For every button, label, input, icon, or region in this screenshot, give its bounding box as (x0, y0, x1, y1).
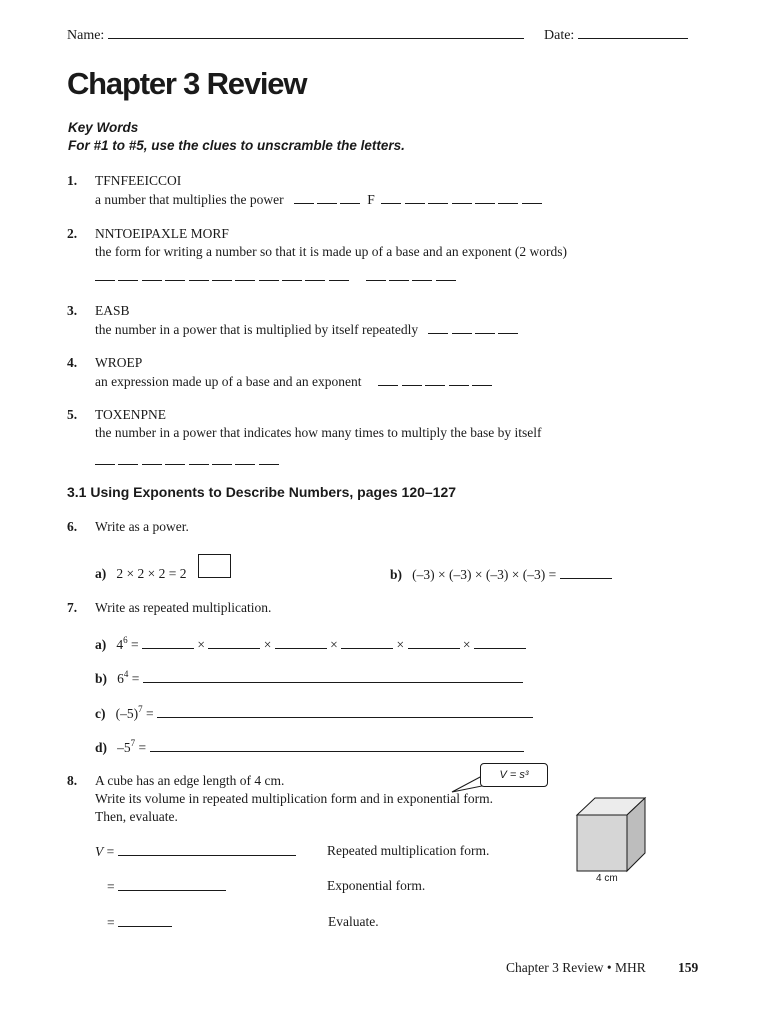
times-sign: × (197, 637, 205, 652)
times-sign: × (263, 637, 272, 652)
answer-blank[interactable] (341, 636, 393, 649)
letter-blank[interactable] (142, 452, 162, 465)
letter-blank[interactable] (235, 452, 255, 465)
name-field[interactable] (67, 26, 524, 44)
name-label: Name: (67, 28, 105, 43)
given-letter: F (367, 192, 375, 207)
letter-blank[interactable] (189, 452, 209, 465)
answer-blank[interactable] (142, 636, 194, 649)
clue-text: the number in a power that is multiplied by itself repeatedly (95, 322, 419, 337)
scrambled-word: NNTOEIPAXLE MORF (95, 226, 229, 241)
date-blank[interactable] (578, 26, 688, 39)
answer-line[interactable] (95, 191, 542, 208)
row-description: Repeated multiplication form. (327, 843, 490, 858)
answer-blank[interactable] (275, 636, 327, 649)
times-sign: × (396, 637, 405, 652)
key-words-heading: Key Words (68, 120, 139, 135)
answer-blank[interactable] (157, 705, 533, 718)
equals-sign: = (106, 844, 115, 859)
times-sign: × (330, 637, 338, 652)
letter-blank[interactable] (428, 321, 448, 334)
question-number: 1. (67, 173, 78, 188)
letter-blank[interactable] (402, 373, 422, 386)
letter-blank[interactable] (118, 268, 138, 281)
part-a (95, 566, 186, 582)
letter-blank[interactable] (235, 268, 255, 281)
exponent: 7 (130, 738, 136, 748)
clue-text: the number in a power that indicates how many times to multiply the base by itself (95, 425, 542, 440)
evaluate-row (107, 914, 172, 931)
letter-blank[interactable] (95, 268, 115, 281)
exponential-row (107, 878, 226, 895)
answer-blank[interactable] (150, 739, 524, 752)
answer-line[interactable] (95, 268, 456, 285)
answer-blank[interactable] (118, 843, 296, 856)
row-description: Evaluate. (328, 914, 379, 929)
base: 4 (116, 637, 124, 652)
letter-blank[interactable] (340, 191, 360, 204)
base: 6 (117, 671, 124, 686)
scrambled-word: WROEP (95, 355, 143, 370)
question-prompt: Write as repeated multiplication. (95, 600, 272, 615)
letter-blank[interactable] (366, 268, 386, 281)
question-number: 4. (67, 355, 78, 370)
base: (–5) (115, 706, 139, 721)
question-text: Then, evaluate. (95, 809, 178, 824)
answer-blank[interactable] (560, 566, 612, 579)
question-number: 5. (67, 407, 78, 422)
exponent: 4 (123, 669, 129, 679)
answer-blank[interactable] (208, 636, 260, 649)
equals-sign: = (107, 915, 115, 930)
footer-text: Chapter 3 Review • MHR (506, 960, 646, 975)
part-label: c) (95, 706, 106, 721)
letter-blank[interactable] (475, 321, 495, 334)
answer-blank[interactable] (143, 670, 523, 683)
answer-blank[interactable] (118, 914, 172, 927)
letter-blank[interactable] (405, 191, 425, 204)
letter-blank[interactable] (428, 191, 448, 204)
letter-blank[interactable] (389, 268, 409, 281)
volume-row (95, 843, 296, 860)
base: –5 (117, 740, 131, 755)
letter-blank[interactable] (142, 268, 162, 281)
letter-blank[interactable] (165, 268, 185, 281)
answer-blank[interactable] (474, 636, 526, 649)
equals-sign: = (107, 879, 115, 894)
date-label: Date: (544, 28, 575, 43)
letter-blank[interactable] (259, 268, 279, 281)
question-number: 3. (67, 303, 78, 318)
letter-blank[interactable] (165, 452, 185, 465)
question-number: 6. (67, 519, 78, 534)
date-field[interactable] (544, 26, 688, 44)
part-label: d) (95, 740, 108, 755)
letter-blank[interactable] (498, 321, 518, 334)
part-d (95, 739, 524, 756)
part-b (95, 670, 523, 687)
answer-blank[interactable] (118, 878, 226, 891)
exponent: 6 (123, 635, 128, 645)
part-label: a) (95, 637, 107, 652)
clue-text: the form for writing a number so that it is made up of a base and an exponent (2 words) (95, 244, 567, 259)
answer-line[interactable] (95, 373, 492, 390)
question-number: 2. (67, 226, 78, 241)
question-text: Write its volume in repeated multiplication form and in exponential form. (95, 791, 493, 806)
equals-sign: = (131, 637, 139, 652)
variable-v: V (95, 844, 104, 859)
equals-sign: = (138, 740, 147, 755)
cube-icon (575, 795, 655, 875)
equals-sign: = (146, 706, 154, 721)
question-text: A cube has an edge length of 4 cm. (95, 773, 285, 788)
letter-blank[interactable] (436, 268, 456, 281)
question-prompt: Write as a power. (95, 519, 189, 534)
letter-blank[interactable] (189, 268, 209, 281)
letter-blank[interactable] (475, 191, 495, 204)
expression: (–3) × (–3) × (–3) × (–3) = (412, 567, 557, 582)
row-description: Exponential form. (327, 878, 426, 893)
letter-blank[interactable] (317, 191, 337, 204)
letter-blank[interactable] (522, 191, 542, 204)
letter-blank[interactable] (472, 373, 492, 386)
letter-blank[interactable] (452, 191, 472, 204)
scrambled-word: TFNFEEICCOI (95, 173, 182, 188)
page-number: 159 (678, 960, 699, 975)
expression: 2 × 2 × 2 = 2 (116, 566, 187, 581)
letter-blank[interactable] (378, 373, 398, 386)
exponent-answer-box[interactable] (198, 554, 231, 578)
exponent: 7 (138, 704, 143, 714)
letter-blank[interactable] (294, 191, 314, 204)
cube-edge-label: 4 cm (596, 873, 618, 884)
letter-blank[interactable] (452, 321, 472, 334)
part-label: b) (95, 671, 108, 686)
key-words-instructions: For #1 to #5, use the clues to unscramble the letters. (68, 138, 405, 153)
part-label: a) (95, 566, 107, 581)
letter-blank[interactable] (259, 452, 279, 465)
scrambled-word: EASB (95, 303, 130, 318)
letter-blank[interactable] (212, 268, 232, 281)
letter-blank[interactable] (449, 373, 469, 386)
question-number: 8. (67, 773, 78, 788)
part-label: b) (390, 567, 403, 582)
letter-blank[interactable] (329, 268, 349, 281)
part-b (390, 566, 612, 583)
clue-text: a number that multiplies the power (95, 192, 284, 207)
letter-blank[interactable] (282, 268, 302, 281)
page-title: Chapter 3 Review (67, 66, 307, 101)
letter-blank[interactable] (412, 268, 432, 281)
part-c (95, 705, 533, 722)
answer-line[interactable] (95, 452, 279, 469)
part-a (95, 636, 526, 653)
times-sign: × (462, 637, 471, 652)
equals-sign: = (131, 671, 140, 686)
formula-callout: V = s³ (480, 763, 548, 787)
answer-line[interactable] (95, 321, 518, 338)
name-blank[interactable] (108, 26, 524, 39)
section-heading: 3.1 Using Exponents to Describe Numbers, pages 120–127 (67, 484, 457, 500)
letter-blank[interactable] (95, 452, 115, 465)
letter-blank[interactable] (212, 452, 232, 465)
letter-blank[interactable] (118, 452, 138, 465)
letter-blank[interactable] (381, 191, 401, 204)
scrambled-word: TOXENPNE (95, 407, 167, 422)
letter-blank[interactable] (425, 373, 445, 386)
question-number: 7. (67, 600, 78, 615)
clue-text: an expression made up of a base and an exponent (95, 374, 362, 389)
letter-blank[interactable] (498, 191, 518, 204)
letter-blank[interactable] (305, 268, 325, 281)
answer-blank[interactable] (408, 636, 460, 649)
